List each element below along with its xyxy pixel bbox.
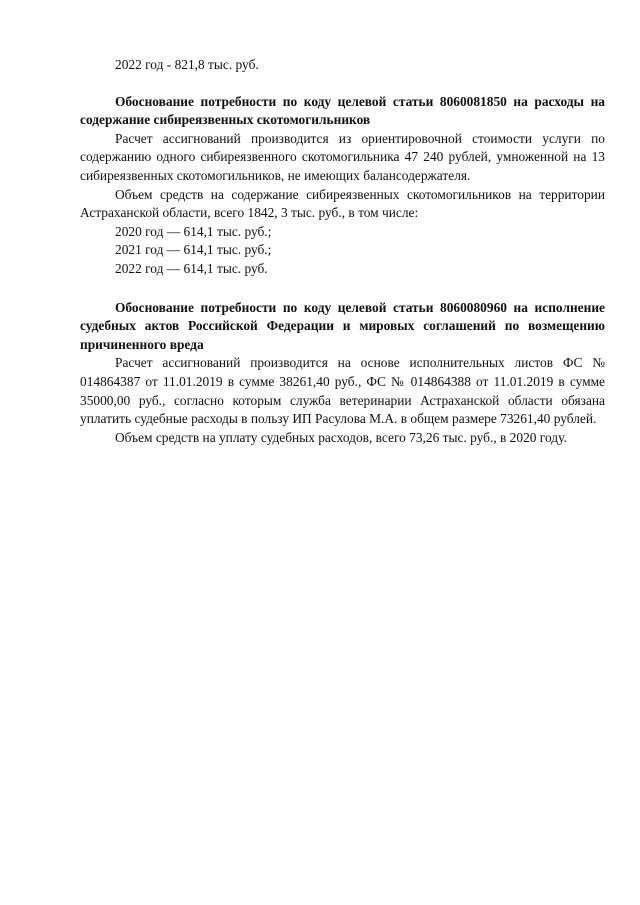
spacer <box>80 75 605 93</box>
spacer <box>80 279 605 299</box>
section1-heading: Обоснование потребности по коду целевой статьи 8060081850 на расходы на содержание сибиреязвенных скотомогильников <box>80 93 605 128</box>
section2-heading: Обоснование потребности по коду целевой статьи 8060080960 на исполнение судебных актов Российской Федерации и мировых соглашений по возмещению причиненного вреда <box>80 299 605 352</box>
section1-year-2022: 2022 год — 614,1 тыс. руб. <box>115 260 268 276</box>
intro-year-2022-line: 2022 год - 821,8 тыс. руб. <box>115 57 259 72</box>
section1-year-2020: 2020 год –– 614,1 тыс. руб.; <box>115 223 272 239</box>
section1-paragraph-1: Расчет ассигнований производится из ориентировочной стоимости услуги по содержанию одного сибиреязвенного скотомогильника 47 240 рублей, умноженной на 13 сибиреязвенных скотомогильников, не имеющих балансодержателя. <box>80 130 605 183</box>
document-page <box>80 56 605 447</box>
section1-year-2021: 2021 год — 614,1 тыс. руб.; <box>115 242 272 258</box>
section2-paragraph-2: Объем средств на уплату судебных расходов, всего 73,26 тыс. руб., в 2020 году. <box>115 429 567 445</box>
section1-paragraph-2: Объем средств на содержание сибиреязвенных скотомогильников на территории Астраханской области, всего 1842, 3 тыс. руб., в том числе: <box>80 186 605 221</box>
section2-paragraph-1: Расчет ассигнований производится на основе исполнительных листов ФС № 014864387 от 11.01.2019 в сумме 38261,40 руб., ФС № 014864388 от 11.01.2019 в сумме 35000,00 руб., согласно которым служба ветеринарии Астраханской области обязана уплатить судебные расходы в пользу ИП Расулова М.А. в общем размере 73261,40 рублей. <box>80 355 605 427</box>
